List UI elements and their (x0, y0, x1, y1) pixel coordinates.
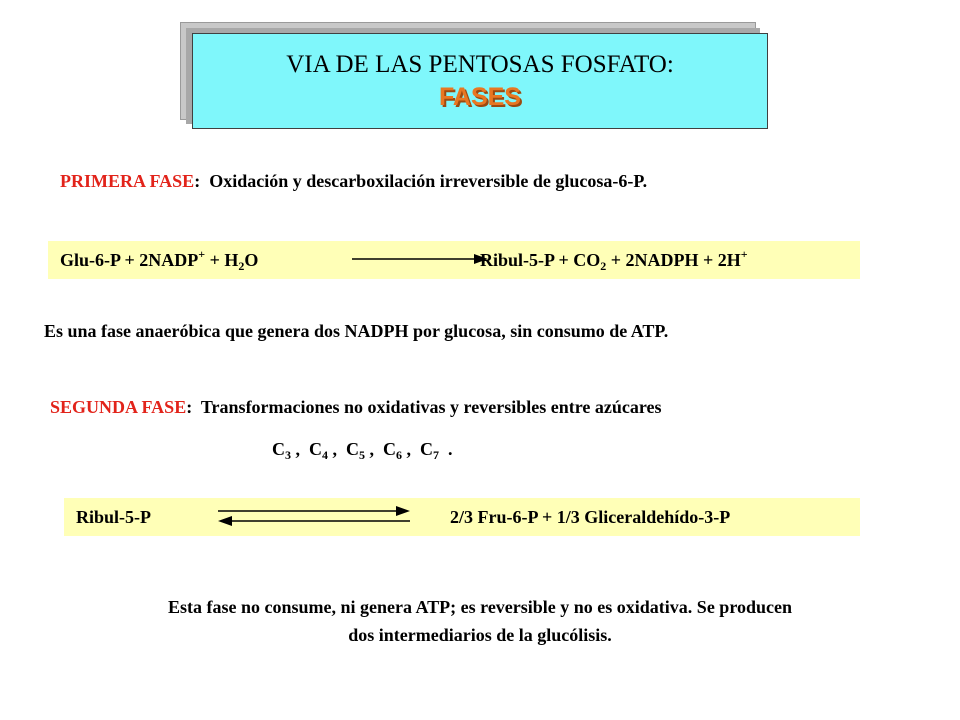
phase1-colon: : (194, 171, 201, 191)
sugar-sep: , (291, 439, 309, 459)
reaction1-reactant-a: Glu-6-P + 2NADP (60, 250, 199, 270)
sugar-item (346, 439, 383, 462)
phase2-colon: : (186, 397, 193, 417)
sugar-item (383, 439, 420, 462)
sugar-end: . (439, 439, 453, 459)
reaction1-arrow-icon (350, 251, 490, 267)
page-subtitle: FASES (439, 83, 521, 111)
sugar-c7-sub: 7 (433, 448, 439, 462)
sugar-item (309, 439, 346, 462)
title-box (192, 33, 768, 129)
reaction1-reactants (60, 249, 258, 271)
phase1-line (60, 170, 647, 192)
sugar-c6-sub: 6 (396, 448, 402, 462)
reaction2-reactant: Ribul-5-P (76, 507, 152, 527)
sugar-item (272, 439, 309, 462)
phase1-note: Es una fase anaeróbica que genera dos NADPH por glucosa, sin consumo de ATP. (44, 321, 669, 341)
reaction1-sup: + (198, 247, 206, 261)
sugar-c5-sub: 5 (359, 448, 365, 462)
sugar-sep: , (328, 439, 346, 459)
sugar-sep: , (402, 439, 420, 459)
sugar-c3: C (272, 439, 285, 459)
reaction2-products: 2/3 Fru-6-P + 1/3 Gliceraldehído-3-P (450, 507, 731, 527)
phase2-note-line1: Esta fase no consume, ni genera ATP; es reversible y no es oxidativa. Se producen (168, 597, 792, 617)
page-title: VIA DE LAS PENTOSAS FOSFATO: (286, 51, 674, 78)
reaction1-product-a: Ribul-5-P + CO (480, 250, 601, 270)
reaction1-product-b: + 2NADPH + 2H (606, 250, 741, 270)
phase1-heading: PRIMERA FASE (60, 171, 195, 191)
phase2-note-line2: dos intermediarios de la glucólisis. (348, 625, 612, 645)
reaction1-product-sup: + (740, 247, 748, 261)
phase1-description: Oxidación y descarboxilación irreversible de glucosa-6-P. (209, 171, 648, 191)
phase2-line (50, 396, 662, 418)
sugar-c4: C (309, 439, 322, 459)
phase2-description: Transformaciones no oxidativas y reversibles entre azúcares (200, 397, 662, 417)
sugar-c7: C (420, 439, 433, 459)
phase2-heading: SEGUNDA FASE (50, 397, 187, 417)
reversible-arrow-icon (214, 502, 414, 530)
sugar-sep: , (365, 439, 383, 459)
reaction1-product-sub: 2 (600, 259, 607, 273)
reaction1-reactant-c: O (244, 250, 259, 270)
reaction1-reactant-b: + H (205, 250, 239, 270)
sugar-c5: C (346, 439, 359, 459)
reaction1-sub: 2 (238, 259, 245, 273)
sugar-c6: C (383, 439, 396, 459)
reaction2-box (64, 498, 860, 536)
sugar-c3-sub: 3 (285, 448, 291, 462)
sugar-item (420, 439, 453, 462)
sugar-list (272, 438, 453, 460)
reaction1-products (480, 249, 748, 271)
reaction1-box (48, 241, 860, 279)
sugar-c4-sub: 4 (322, 448, 328, 462)
